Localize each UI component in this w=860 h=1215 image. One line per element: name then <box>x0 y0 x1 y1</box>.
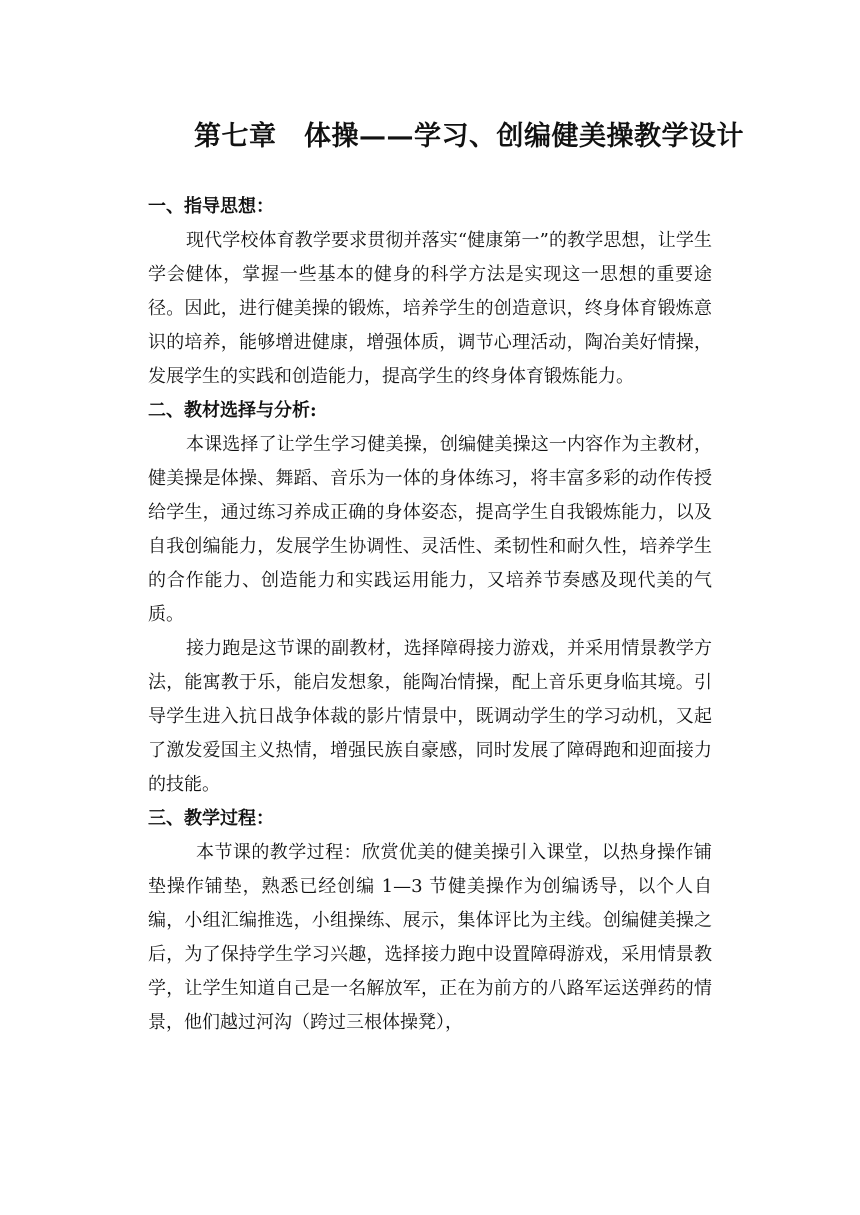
paragraph-teaching-process: 本节课的教学过程：欣赏优美的健美操引入课堂，以热身操作铺垫操作铺垫，熟悉已经创编 1—3 节健美操作为创编诱导，以个人自编，小组汇编推选，小组操练、展示，集体评比为主线。创编健美操之后，为了保持学生学习兴趣，选择接力跑中设置障碍游戏，采用情景教学，让学生知道自己是一名解放军，正在为前方的八路军运送弹药的情景，他们越过河沟（跨过三根体操凳）， <box>148 842 712 1033</box>
paragraph-guiding-ideology: 现代学校体育教学要求贯彻并落实“健康第一”的教学思想，让学生学会健体，掌握一些基本的健身的科学方法是实现这一思想的重要途径。因此，进行健美操的锻炼，培养学生的创造意识，终身体育锻炼意识的培养，能够增进健康，增强体质，调节心理活动，陶冶美好情操，发展学生的实践和创造能力，提高学生的终身体育锻炼能力。 <box>148 230 712 387</box>
section-heading-guiding-ideology: 一、指导思想： <box>148 196 274 217</box>
section-heading-teaching-process: 三、教学过程： <box>148 808 274 829</box>
section-heading-material-analysis: 二、教材选择与分析: <box>148 400 317 421</box>
paragraph-main-material: 本课选择了让学生学习健美操，创编健美操这一内容作为主教材，健美操是体操、舞蹈、音乐为一体的身体练习，将丰富多彩的动作传授给学生，通过练习养成正确的身体姿态，提高学生自我锻炼能力，以及自我创编能力，发展学生协调性、灵活性、柔韧性和耐久性，培养学生的合作能力、创造能力和实践运用能力，又培养节奏感及现代美的气质。 <box>148 434 712 625</box>
section-guiding-ideology <box>148 190 712 394</box>
document-body <box>148 118 744 1040</box>
document-title: 第七章 体操——学习、创编健美操教学设计 <box>194 121 744 152</box>
section-material-analysis <box>148 394 712 802</box>
paragraph-secondary-material: 接力跑是这节课的副教材，选择障碍接力游戏，并采用情景教学方法，能寓教于乐，能启发想象，能陶冶情操，配上音乐更身临其境。引导学生进入抗日战争体裁的影片情景中，既调动学生的学习动机，又起了激发爱国主义热情，增强民族自豪感，同时发展了障碍跑和迎面接力的技能。 <box>148 638 712 795</box>
section-teaching-process <box>148 802 712 1040</box>
